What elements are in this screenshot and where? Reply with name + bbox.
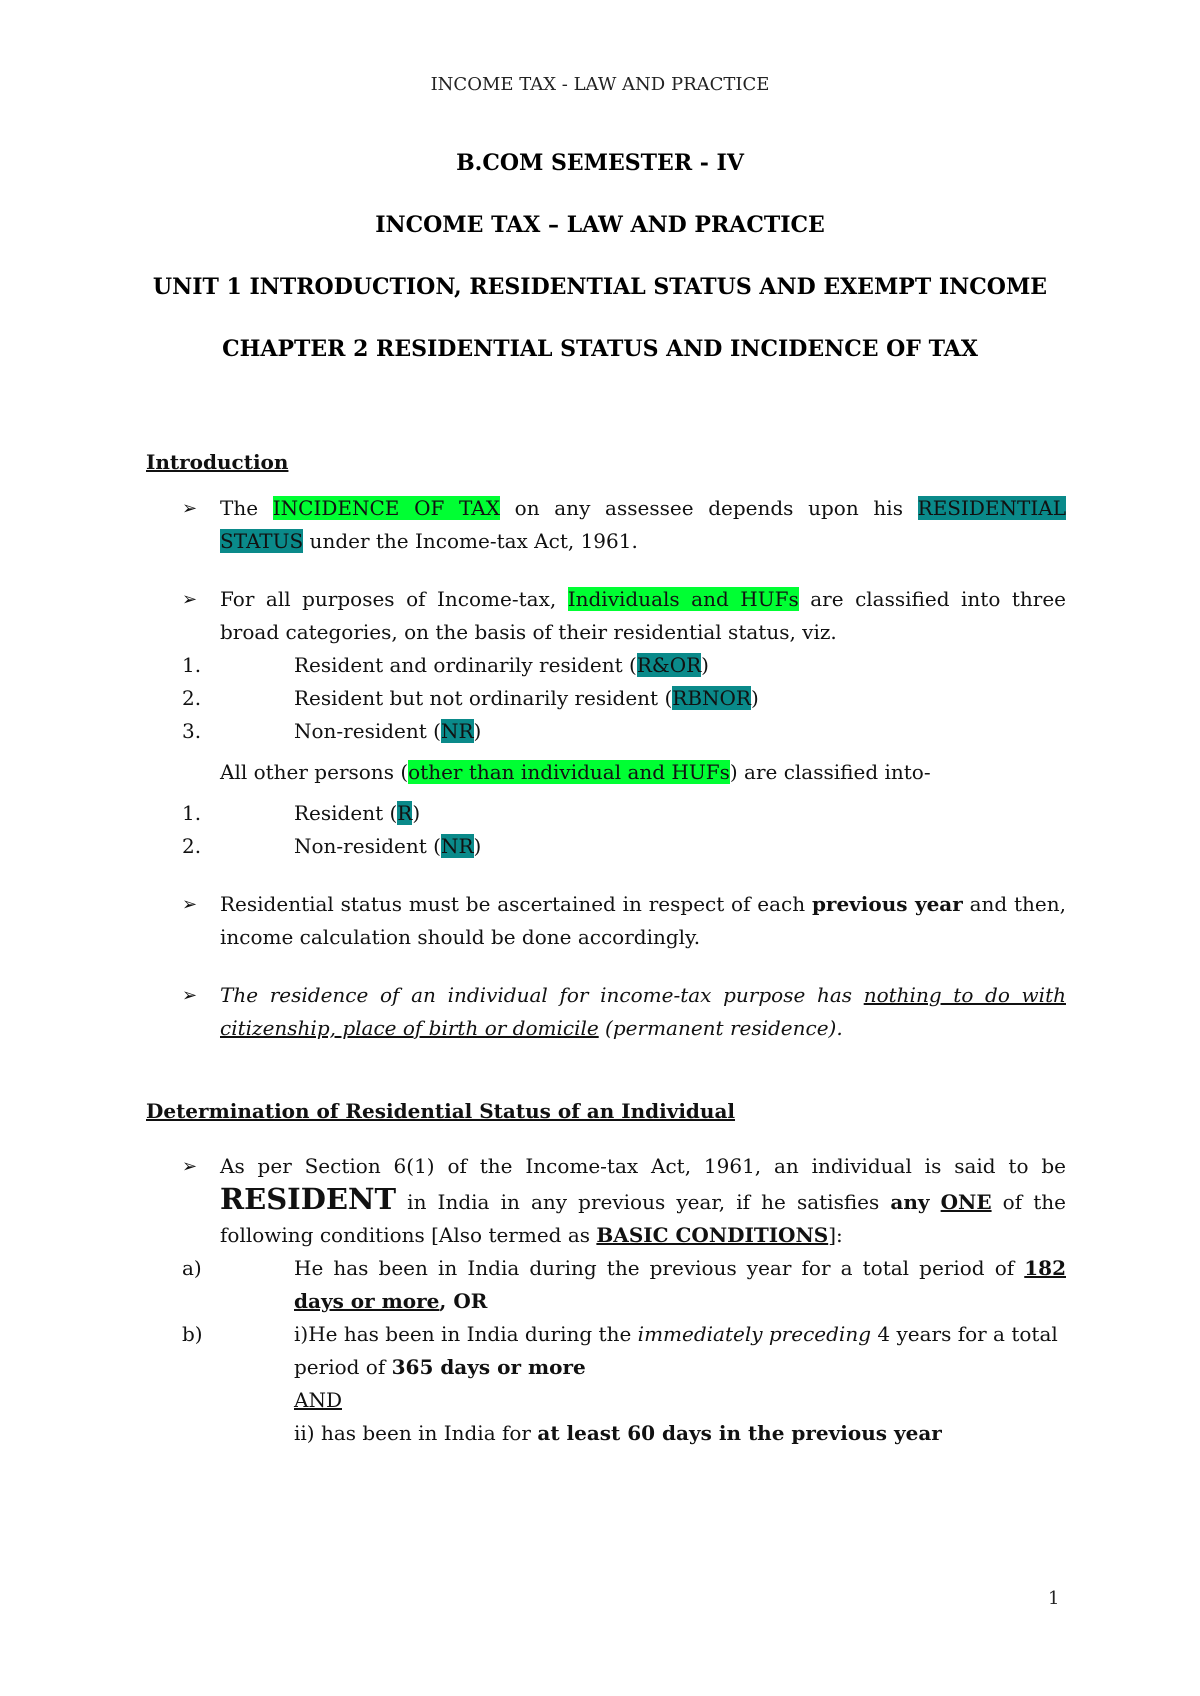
list-item: 2. Resident but not ordinarily resident (RBNOR): [182, 686, 759, 710]
arrow-bullet-icon: ➢: [182, 498, 198, 519]
page-number: 1: [1048, 1588, 1060, 1609]
bullet-incidence: ➢ The INCIDENCE OF TAX on any assessee depends upon his RESIDENTIAL STATUS under the Income-tax Act, 1961.: [146, 492, 1066, 558]
other-categories-list: [146, 797, 1066, 863]
list-item: 1. Resident and ordinarily resident (R&OR): [182, 653, 709, 677]
list-item: 3. Non-resident (NR): [182, 719, 482, 743]
chapter-title: CHAPTER 2 RESIDENTIAL STATUS AND INCIDENCE OF TAX: [222, 336, 978, 362]
bullet-section-6: ➢ As per Section 6(1) of the Income-tax Act, 1961, an individual is said to be RESIDENT in India in any previous year, if he satisfies any ONE of the following conditions [Also termed as BASIC CONDITIONS]:: [146, 1150, 1066, 1252]
running-header: INCOME TAX - LAW AND PRACTICE: [430, 74, 770, 95]
highlight-residential-status: RESIDENTIAL STATUS: [220, 496, 1066, 553]
arrow-bullet-icon: ➢: [182, 985, 198, 1006]
individual-categories-list: [146, 649, 1066, 748]
list-item: 1. Resident (R): [182, 801, 421, 825]
title-block: [0, 150, 1200, 398]
condition-b: b) i)He has been in India during the immediately preceding 4 years for a total period of 365 days or more AND ii) has been in India for at least 60 days in the previous year: [182, 1322, 1058, 1445]
other-persons-line: All other persons (other than individual and HUFs) are classified into-: [220, 760, 931, 784]
introduction-heading: Introduction: [146, 450, 289, 474]
arrow-bullet-icon: ➢: [182, 894, 198, 915]
body-content: [146, 446, 1066, 1450]
arrow-bullet-icon: ➢: [182, 1156, 198, 1177]
determination-heading: Determination of Residential Status of an Individual: [146, 1099, 736, 1123]
semester-title: B.COM SEMESTER - IV: [456, 150, 744, 176]
condition-a: a) He has been in India during the previous year for a total period of 182 days or more, OR: [182, 1256, 1066, 1313]
highlight-incidence: INCIDENCE OF TAX: [272, 496, 500, 520]
list-item: 2. Non-resident (NR): [182, 834, 482, 858]
unit-title: UNIT 1 INTRODUCTION, RESIDENTIAL STATUS AND EXEMPT INCOME: [152, 274, 1048, 300]
highlight-other-persons: other than individual and HUFs: [408, 760, 730, 784]
bullet-classification: ➢ For all purposes of Income-tax, Individuals and HUFs are classified into three broad categories, on the basis of their residential status, viz.: [146, 583, 1066, 649]
subject-title: INCOME TAX – LAW AND PRACTICE: [375, 212, 825, 238]
highlight-individuals: Individuals and HUFs: [567, 587, 799, 611]
arrow-bullet-icon: ➢: [182, 589, 198, 610]
bullet-previous-year: ➢ Residential status must be ascertained in respect of each previous year and then, income calculation should be done accordingly.: [146, 888, 1066, 954]
bullet-residence-note: ➢ The residence of an individual for income-tax purpose has nothing to do with citizenship, place of birth or domicile (permanent residence).: [146, 979, 1066, 1045]
basic-conditions-list: [146, 1252, 1066, 1450]
